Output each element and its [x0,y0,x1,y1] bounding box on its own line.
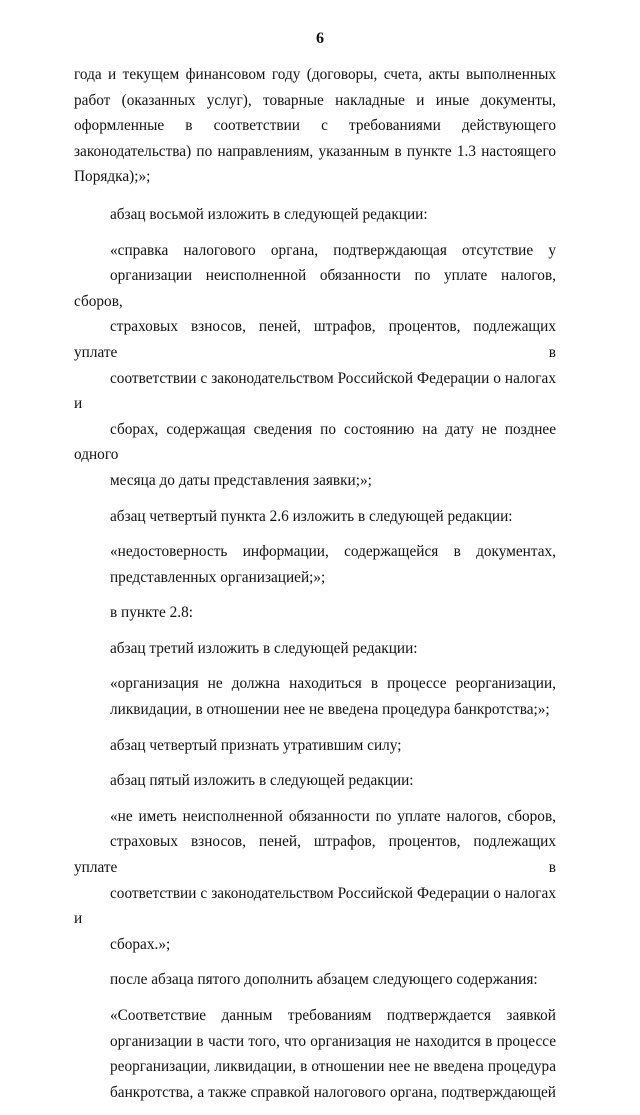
text-line: месяца до даты представления заявки;»; [110,471,372,489]
paragraph-instruction [74,636,556,662]
paragraph-quote [74,238,556,494]
text-line: «справка налогового органа, подтверждающая отсутствие у [110,241,556,259]
text-line: сборах, содержащая сведения по состоянию на дату не позднее одного [74,420,556,464]
text-line: сборах.»; [110,935,171,953]
text-line: Порядка);»; [74,168,151,186]
paragraph-quote [74,804,556,958]
paragraph-continuation [74,62,556,190]
text-line: абзац четвертый пункта 2.6 изложить в следующей редакции: [110,507,513,525]
text-line: представленных организацией;»; [110,568,326,586]
text-line: абзац пятый изложить в следующей редакции: [110,772,414,790]
paragraph-instruction [74,768,556,794]
text-line: страховых взносов, пеней, штрафов, процентов, подлежащих уплате в [74,318,556,361]
text-line: абзац восьмой изложить в следующей редакции: [110,205,428,223]
paragraph-quote [74,671,556,722]
document-body [74,62,556,1115]
text-line: соответствии с законодательством Российской Федерации о налогах и [74,884,556,928]
text-line: «организация не должна находиться в процессе реорганизации, [110,675,556,693]
paragraph-instruction [74,967,556,993]
text-line: организации неисполненной обязанности по уплате налогов, сборов, [74,267,556,310]
paragraph-quote [74,539,556,590]
text-line: «недостоверность информации, содержащейся в документах, [110,543,556,561]
paragraph-instruction [74,504,556,530]
text-line: реорганизации, ликвидации, в отношении нее не введена процедура [110,1058,556,1076]
text-line: законодательства) по направлениям, указанным в пункте 1.3 настоящего [74,142,556,160]
text-line: после абзаца пятого дополнить абзацем следующего содержания: [110,971,538,989]
paragraph-instruction [74,733,556,759]
page-number: 6 [316,30,324,47]
paragraph-instruction [74,202,556,228]
text-line: банкротства, а также справкой налогового органа, подтверждающей [110,1083,556,1101]
text-line: абзац четвертый признать утратившим силу; [110,736,402,754]
paragraph-instruction [74,600,556,626]
text-line: «не иметь неисполненной обязанности по уплате налогов, сборов, [110,807,556,825]
paragraph-quote [74,1003,556,1105]
text-line: года и текущем финансовом году (договоры, счета, акты выполненных [74,66,556,83]
text-line: в пункте 2.8: [110,604,193,622]
text-line: страховых взносов, пеней, штрафов, процентов, подлежащих уплате в [74,833,556,877]
text-line: абзац третий изложить в следующей редакции: [110,639,418,657]
text-line: соответствии с законодательством Российской Федерации о налогах и [74,369,556,413]
text-line: ликвидации, в отношении нее не введена процедура банкротства;»; [110,701,550,719]
text-line: оформленные в соответствии с требованиями действующего [74,117,556,135]
text-line: «Соответствие данным требованиям подтверждается заявкой [110,1007,556,1024]
text-line: работ (оказанных услуг), товарные накладные и иные документы, [74,91,556,109]
text-line: организации в части того, что организация не находится в процессе [110,1032,556,1050]
